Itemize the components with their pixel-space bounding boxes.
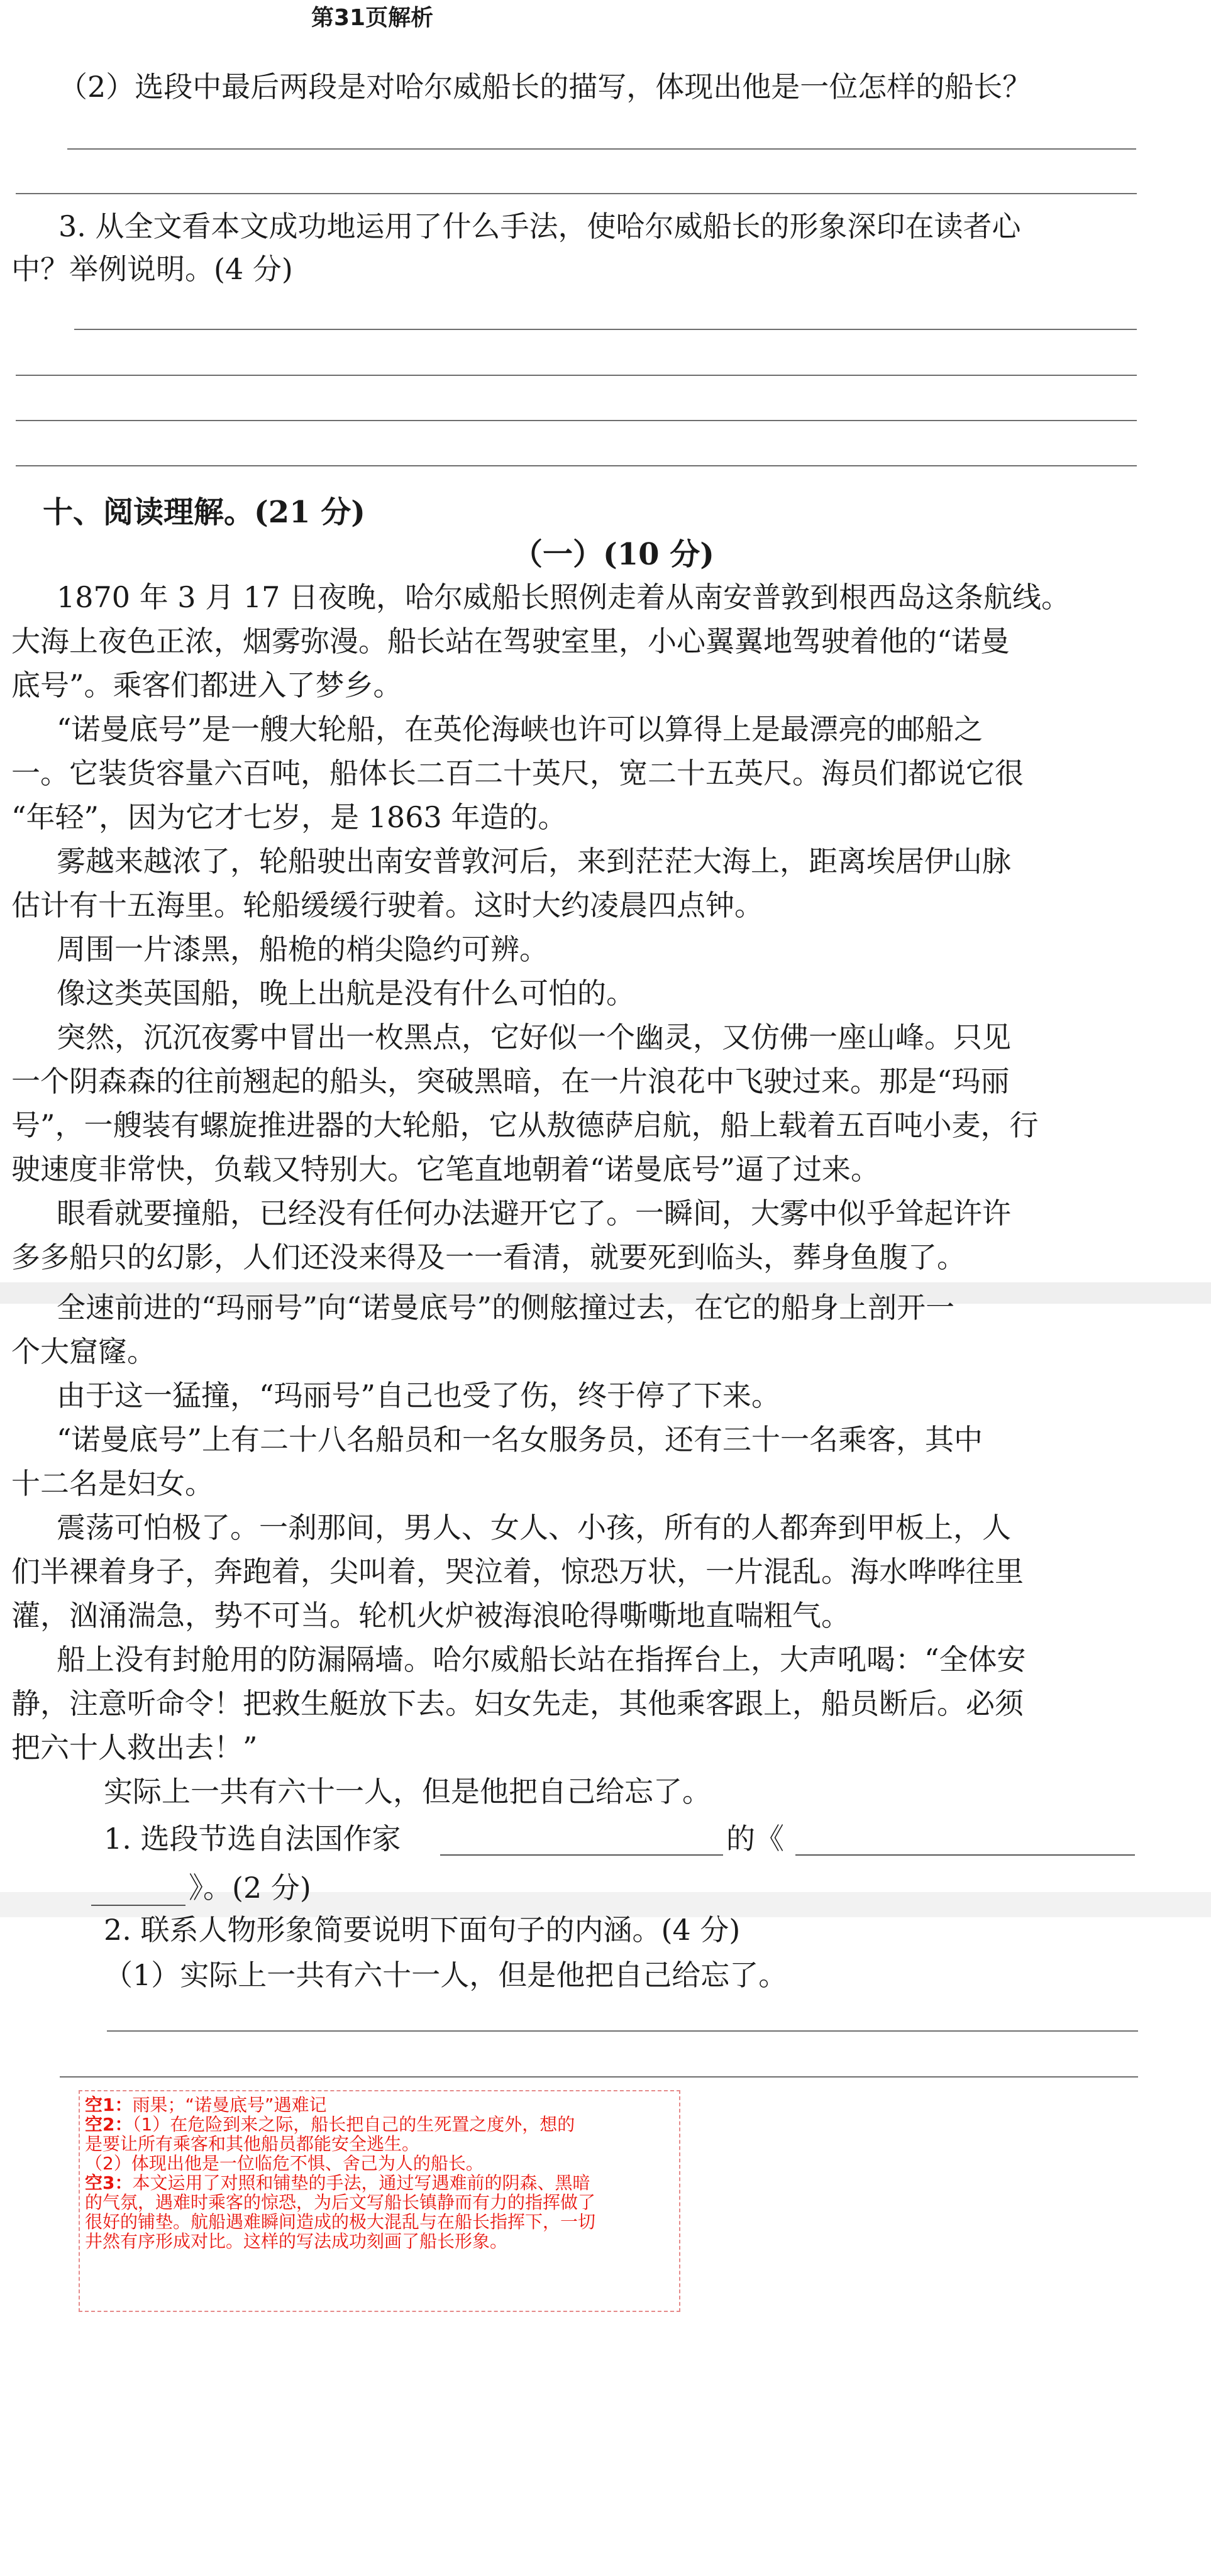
passage-line: 个大窟窿。 xyxy=(11,1335,156,1368)
passage-line: 雾越来越浓了，轮船驶出南安普敦河后，来到茫茫大海上，距离埃居伊山脉 xyxy=(57,844,1011,878)
passage-line: “诺曼底号”上有二十八名船员和一名女服务员，还有三十一名乘客，其中 xyxy=(57,1423,983,1456)
question-1-part-b: 的《 xyxy=(726,1822,784,1856)
passage-line: 把六十人救出去！” xyxy=(11,1731,258,1764)
answer-3-line-2: 的气氛，遇难时乘客的惊恐，为后文写船长镇静而有力的指挥做了 xyxy=(85,2192,596,2213)
passage-line: 周围一片漆黑，船桅的梢尖隐约可辨。 xyxy=(57,932,548,966)
passage-line: 号”，一艘装有螺旋推进器的大轮船，它从敖德萨启航，船上载着五百吨小麦，行 xyxy=(11,1108,1039,1142)
passage-line: 们半裸着身子，奔跑着，尖叫着，哭泣着，惊恐万状，一片混乱。海水哗哗往里 xyxy=(11,1555,1024,1588)
question-2-sub-2: （2）选段中最后两段是对哈尔威船长的描写，体现出他是一位怎样的船长？ xyxy=(58,70,1032,104)
answer-line xyxy=(16,465,1137,466)
answer-3 xyxy=(85,2173,674,2193)
answer-line xyxy=(16,420,1137,421)
passage-line: 静，注意听命令！把救生艇放下去。妇女先走，其他乘客跟上，船员断后。必须 xyxy=(11,1687,1024,1720)
passage-line: 驶速度非常快，负载又特别大。它笔直地朝着“诺曼底号”逼了过来。 xyxy=(11,1152,880,1186)
passage-line: 由于这一猛撞，“玛丽号”自己也受了伤，终于停了下来。 xyxy=(57,1379,781,1412)
answer-line xyxy=(67,148,1136,150)
question-2: 2. 联系人物形象简要说明下面句子的内涵。(4 分) xyxy=(104,1913,741,1947)
passage-line: “诺曼底号”是一艘大轮船，在英伦海峡也许可以算得上是最漂亮的邮船之 xyxy=(57,712,983,746)
answer-line xyxy=(60,2076,1138,2078)
passage-line: 全速前进的“玛丽号”向“诺曼底号”的侧舷撞过去，在它的船身上剖开一 xyxy=(57,1291,955,1324)
passage-line: 实际上一共有六十一人，但是他把自己给忘了。 xyxy=(104,1775,711,1808)
answer-3-line-4: 井然有序形成对比。这样的写法成功刻画了船长形象。 xyxy=(85,2231,508,2252)
answer-1-label: 空1： xyxy=(85,2094,133,2115)
passage-line: 灌，汹涌湍急，势不可当。轮机火炉被海浪呛得嘶嘶地直喘粗气。 xyxy=(11,1599,850,1632)
answer-2-label: 空2： xyxy=(85,2114,133,2135)
passage-line: “年轻”，因为它才七岁，是 1863 年造的。 xyxy=(11,800,567,834)
passage-line: 眼看就要撞船，已经没有任何办法避开它了。一瞬间，大雾中似乎耸起许许 xyxy=(57,1196,1011,1230)
question-2-sub-1: （1）实际上一共有六十一人，但是他把自己给忘了。 xyxy=(104,1958,788,1992)
passage-line: 突然，沉沉夜雾中冒出一枚黑点，它好似一个幽灵，又仿佛一座山峰。只见 xyxy=(57,1020,1011,1054)
passage-line: 一。它装货容量六百吨，船体长二百二十英尺，宽二十五英尺。海员们都说它很 xyxy=(11,756,1024,790)
passage-line: 底号”。乘客们都进入了梦乡。 xyxy=(11,668,402,702)
question-1-part-a: 1. 选段节选自法国作家 xyxy=(104,1822,401,1856)
answer-2-line-1: （1）在危险到来之际，船长把自己的生死置之度外，想的 xyxy=(132,2114,575,2135)
passage-line: 大海上夜色正浓，烟雾弥漫。船长站在驾驶室里，小心翼翼地驾驶着他的“诺曼 xyxy=(11,624,1010,658)
passage-line: 估计有十五海里。轮船缓缓行驶着。这时大约凌晨四点钟。 xyxy=(11,888,763,922)
blank-title-part-1[interactable] xyxy=(795,1854,1135,1856)
answer-1 xyxy=(85,2095,674,2115)
passage-title: （一）(10 分) xyxy=(512,537,714,572)
page-header: 第31页解析 xyxy=(311,5,434,31)
answer-2-line-2: 是要让所有乘客和其他船员都能安全逃生。 xyxy=(85,2133,420,2154)
passage-line: 船上没有封舱用的防漏隔墙。哈尔威船长站在指挥台上，大声吼喝：“全体安 xyxy=(57,1643,1026,1676)
question-3-line-2: 中？举例说明。(4 分) xyxy=(11,252,293,286)
answer-3-line-1: 本文运用了对照和铺垫的手法，通过写遇难前的阴森、黑暗 xyxy=(132,2172,590,2193)
question-3-line-1: 3. 从全文看本文成功地运用了什么手法，使哈尔威船长的形象深印在读者心 xyxy=(58,209,1021,243)
answer-line xyxy=(107,2030,1138,2032)
question-1-part-c: 》。(2 分) xyxy=(189,1871,311,1905)
passage-line: 震荡可怕极了。一刹那间，男人、女人、小孩，所有的人都奔到甲板上，人 xyxy=(57,1511,1011,1544)
answer-line xyxy=(16,375,1137,376)
passage-line: 多多船只的幻影，人们还没来得及一一看清，就要死到临头，葬身鱼腹了。 xyxy=(11,1240,966,1274)
answer-explanation-box xyxy=(79,2090,680,2312)
passage-line: 一个阴森森的往前翘起的船头，突破黑暗，在一片浪花中飞驶过来。那是“玛丽 xyxy=(11,1064,1010,1098)
answer-line xyxy=(74,329,1137,330)
answer-line xyxy=(16,193,1137,194)
passage-line: 十二名是妇女。 xyxy=(11,1467,214,1500)
blank-title-part-2[interactable] xyxy=(91,1905,185,1906)
blank-author[interactable] xyxy=(440,1854,723,1856)
passage-line: 1870 年 3 月 17 日夜晚，哈尔威船长照例走着从南安普敦到根西岛这条航线。 xyxy=(57,580,1070,614)
answer-3-line-3: 很好的铺垫。航船遇难瞬间造成的极大混乱与在船长指挥下，一切 xyxy=(85,2211,596,2232)
section-title: 十、阅读理解。(21 分) xyxy=(43,495,365,530)
answer-2-line-3: （2）体现出他是一位临危不惧、舍己为人的船长。 xyxy=(85,2153,484,2174)
answer-3-label: 空3： xyxy=(85,2172,133,2193)
answer-1-text: 雨果；“诺曼底号”遇难记 xyxy=(132,2094,327,2115)
passage-line: 像这类英国船，晚上出航是没有什么可怕的。 xyxy=(57,976,635,1010)
answer-2 xyxy=(85,2115,674,2134)
